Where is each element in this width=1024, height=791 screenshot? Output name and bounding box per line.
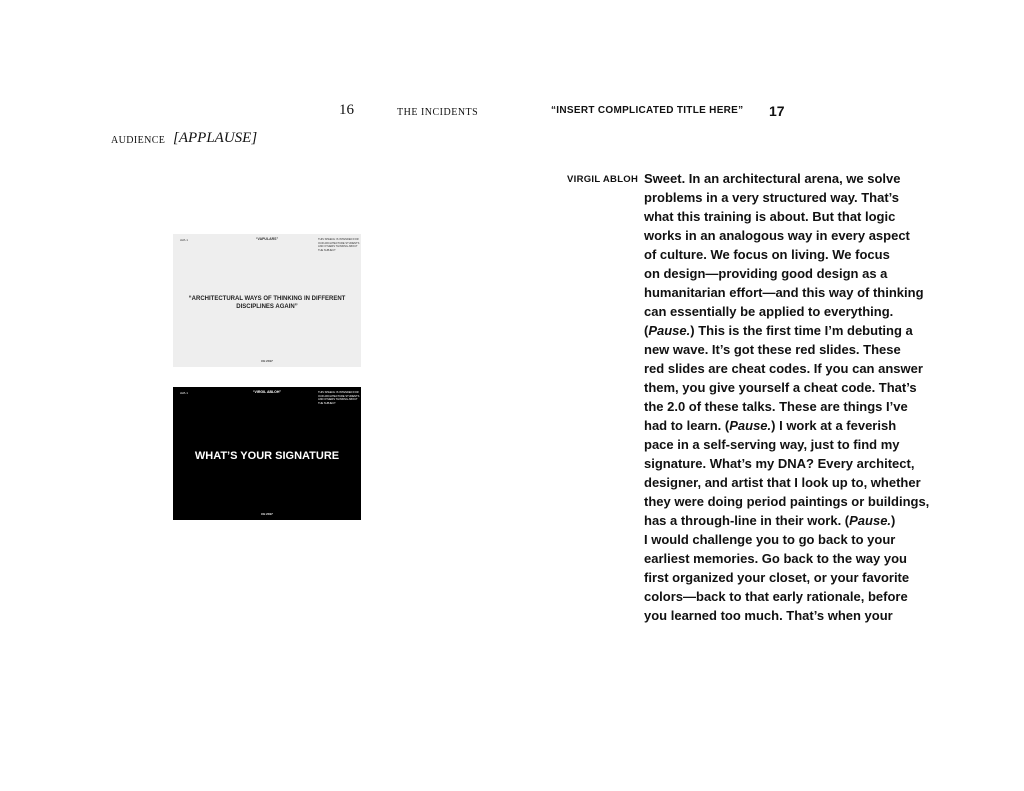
speech-text: ) I work at a feverish — [771, 418, 897, 433]
speech-line — [644, 340, 944, 359]
speech-text: had to learn. ( — [644, 418, 730, 433]
speech-text: of culture. We focus on living. We focus — [644, 247, 890, 262]
speech-line — [644, 321, 944, 340]
speech-text: signature. What’s my DNA? Every architect, — [644, 456, 915, 471]
speech-text: humanitarian effort—and this way of thinking — [644, 285, 924, 300]
left-page-number: 16 — [339, 102, 354, 118]
speech-text: what this training is about. But that logic — [644, 209, 896, 224]
slide-top-title: “VAPULARS” — [255, 237, 279, 241]
speech-line — [644, 530, 944, 549]
speech-line — [644, 587, 944, 606]
left-running-head: THE INCIDENTS — [397, 107, 479, 118]
speech-line — [644, 435, 944, 454]
slide-footer: CE 2017 — [261, 512, 273, 516]
slide-image-signature — [173, 387, 361, 520]
slide-top-title: “VIRGIL ABLOH” — [252, 390, 282, 394]
speaker-name-audience: AUDIENCE — [111, 135, 166, 146]
slide-main-text: “ARCHITECTURAL WAYS OF THINKING IN DIFFERENT DISCIPLINES AGAIN” — [188, 296, 346, 310]
speech-text: Sweet. In an architectural arena, we solve — [644, 171, 901, 186]
speech-paragraph — [644, 169, 944, 625]
speech-text: designer, and artist that I look up to, whether — [644, 475, 921, 490]
speech-line — [644, 226, 944, 245]
speech-text: pace in a self-serving way, just to find my — [644, 437, 900, 452]
speaker-name-virgil-abloh: VIRGIL ABLOH — [567, 174, 639, 185]
speech-text: on design—providing good design as a — [644, 266, 888, 281]
speech-line — [644, 207, 944, 226]
speech-line — [644, 302, 944, 321]
speech-line — [644, 568, 944, 587]
speech-line — [644, 245, 944, 264]
speech-text: can essentially be applied to everything. — [644, 304, 894, 319]
speech-text: red slides are cheat codes. If you can answer — [644, 361, 923, 376]
stage-direction: [APPLAUSE] — [173, 130, 258, 146]
speech-text: they were doing period paintings or buildings, — [644, 494, 930, 509]
speech-text: you learned too much. That’s when your — [644, 608, 893, 623]
speech-text: works in an analogous way in every aspect — [644, 228, 910, 243]
speech-line — [644, 378, 944, 397]
speech-text: has a through-line in their work. ( — [644, 513, 850, 528]
slide-image-architectural — [173, 234, 361, 367]
speech-text: colors—back to that early rationale, before — [644, 589, 908, 604]
speech-text: first organized your closet, or your favorite — [644, 570, 910, 585]
speech-line — [644, 606, 944, 625]
slide-corner-label: AVA 1 — [180, 391, 188, 395]
speech-line — [644, 359, 944, 378]
speech-text: them, you give yourself a cheat code. That’s — [644, 380, 917, 395]
stage-direction-inline: Pause. — [849, 513, 892, 528]
speech-text: ) — [891, 513, 896, 528]
slide-note: THIS SPEECH IS INTENDED FOR OUR ARCHITECTURE STUDENTS AND OTHERS THINKING ABOUT THE SUBJECT — [318, 391, 360, 405]
slide-main-text: WHAT’S YOUR SIGNATURE — [194, 450, 340, 462]
stage-direction-inline: Pause. — [729, 418, 772, 433]
stage-direction-inline: Pause. — [648, 323, 691, 338]
speech-line — [644, 511, 944, 530]
speech-text: earliest memories. Go back to the way you — [644, 551, 907, 566]
speech-line — [644, 549, 944, 568]
speech-line — [644, 264, 944, 283]
speech-text: ( — [644, 323, 649, 338]
speech-line — [644, 169, 944, 188]
speech-text: the 2.0 of these talks. These are things I’ve — [644, 399, 908, 414]
right-running-head: “INSERT COMPLICATED TITLE HERE” — [551, 105, 744, 116]
speech-line — [644, 397, 944, 416]
slide-footer: CE 2017 — [261, 359, 273, 363]
speech-text: I would challenge you to go back to your — [644, 532, 896, 547]
speech-text: ) This is the first time I’m debuting a — [690, 323, 913, 338]
slide-note: THIS SPEECH IS INTENDED FOR OUR ARCHITECTURE STUDENTS AND OTHERS THINKING ABOUT THE SUBJECT — [318, 238, 360, 252]
right-page-number: 17 — [769, 103, 785, 119]
speech-line — [644, 492, 944, 511]
slide-corner-label: AVA 1 — [180, 238, 188, 242]
speech-line — [644, 416, 944, 435]
speech-line — [644, 454, 944, 473]
speech-text: new wave. It’s got these red slides. These — [644, 342, 901, 357]
speech-line — [644, 283, 944, 302]
speech-line — [644, 188, 944, 207]
speech-text: problems in a very structured way. That’s — [644, 190, 900, 205]
speech-line — [644, 473, 944, 492]
